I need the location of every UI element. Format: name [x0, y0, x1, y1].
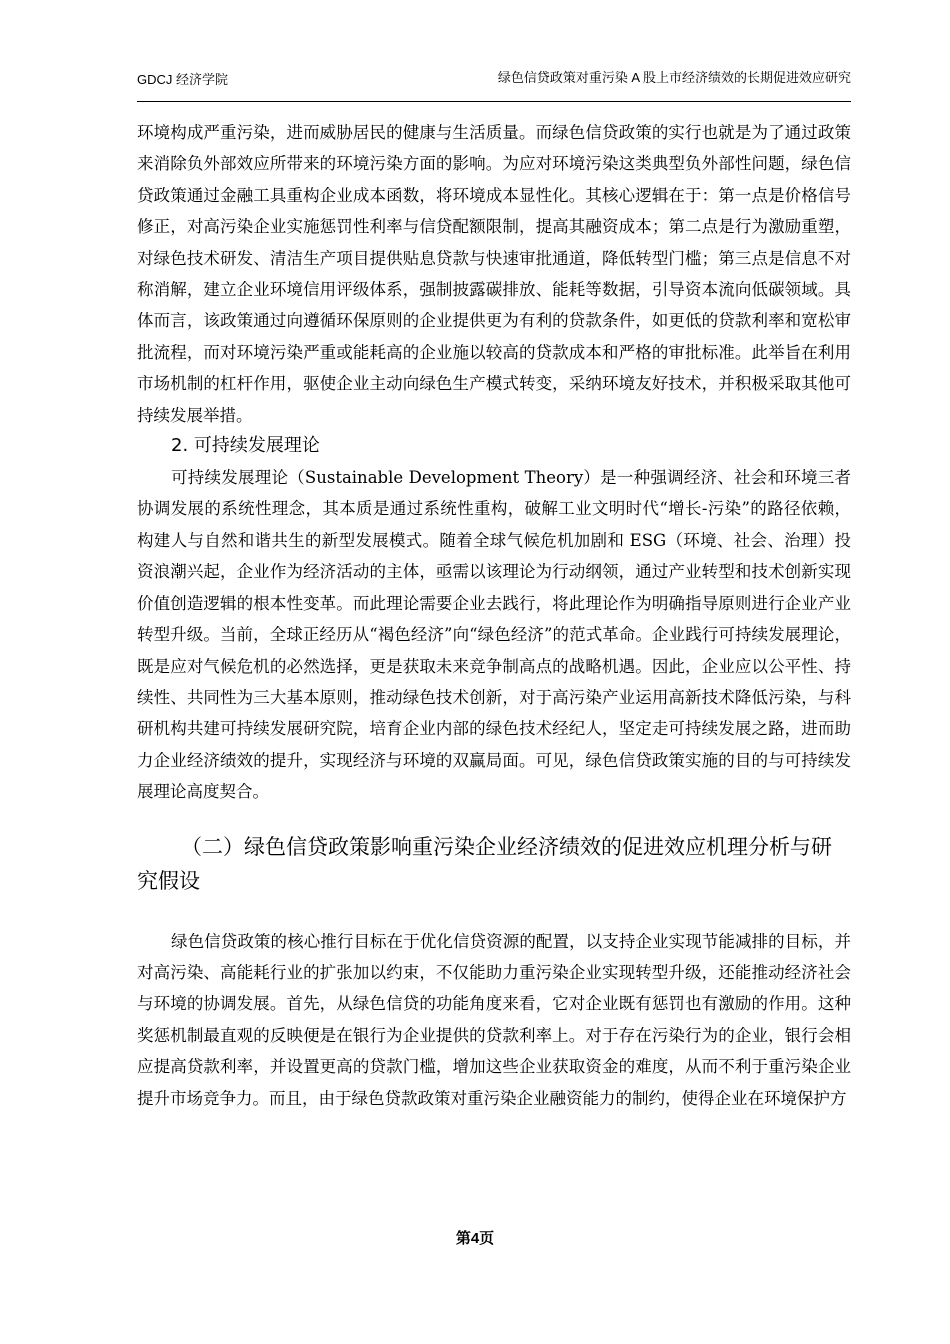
- header-paper-title: 绿色信贷政策对重污染 A 股上市经济绩效的长期促进效应研究: [497, 70, 851, 85]
- body-paragraph: 可持续发展理论（Sustainable Development Theory）是一种强调经济、社会和环境三者协调发展的系统性理念，其本质是通过系统性重构，破解工业文明时代“增长-污染”的路径依赖，构建人与自然和谐共生的新型发展模式。随着全球气候危机加剧和 ESG（环境、社会、治理）投资浪潮兴起，企业作为经济活动的主体，亟需以该理论为行动纲领，通过产业转型和技术创新实现价值创造逻辑的根本性变革。而此理论需要企业去践行，将此理论作为明确指导原则进行企业产业转型升级。当前，全球正经历从“褐色经济”向“绿色经济”的范式革命。企业践行可持续发展理论，既是应对气候危机的必然选择，更是获取未来竞争制高点的战略机遇。因此，企业应以公平性、持续性、共同性为三大基本原则，推动绿色技术创新，对于高污染产业运用高新技术降低污染，与科研机构共建可持续发展研究院，培育企业内部的绿色技术经纪人，坚定走可持续发展之路，进而助力企业经济绩效的提升，实现经济与环境的双赢局面。可见，绿色信贷政策实施的目的与可持续发展理论高度契合。: [137, 468, 851, 802]
- document-body: [137, 117, 851, 1114]
- page-number: 第4页: [455, 1230, 495, 1247]
- subsection-heading: 2. 可持续发展理论: [171, 435, 320, 457]
- body-paragraph: 环境构成严重污染，进而威胁居民的健康与生活质量。而绿色信贷政策的实行也就是为了通过政策来消除负外部效应所带来的环境污染方面的影响。为应对环境污染这类典型负外部性问题，绿色信贷政策通过金融工具重构企业成本函数，将环境成本显性化。其核心逻辑在于：第一点是价格信号修正，对高污染企业实施惩罚性利率与信贷配额限制，提高其融资成本；第二点是行为激励重塑，对绿色技术研发、清洁生产项目提供贴息贷款与快速审批通道，降低转型门槛；第三点是信息不对称消解，建立企业环境信用评级体系，强制披露碳排放、能耗等数据，引导资本流向低碳领域。具体而言，该政策通过向遵循环保原则的企业提供更为有利的贷款条件，如更低的贷款利率和宽松审批流程，而对环境污染严重或能耗高的企业施以较高的贷款成本和严格的审批标准。此举旨在利用市场机制的杠杆作用，驱使企业主动向绿色生产模式转变，采纳环境友好技术，并积极采取其他可持续发展举措。: [137, 123, 851, 425]
- body-paragraph: 绿色信贷政策的核心推行目标在于优化信贷资源的配置，以支持企业实现节能减排的目标，并对高污染、高能耗行业的扩张加以约束，不仅能助力重污染企业实现转型升级，还能推动经济社会与环境的协调发展。首先，从绿色信贷的功能角度来看，它对企业既有惩罚也有激励的作用。这种奖惩机制最直观的反映便是在银行为企业提供的贷款利率上。对于存在污染行为的企业，银行会相应提高贷款利率，并设置更高的贷款门槛，增加这些企业获取资金的难度，从而不利于重污染企业提升市场竞争力。而且，由于绿色贷款政策对重污染企业融资能力的制约，使得企业在环境保护方: [137, 931, 851, 1108]
- header-institution: GDCJ 经济学院: [137, 72, 229, 87]
- page-header: [137, 66, 851, 102]
- section-heading: （二）绿色信贷政策影响重污染企业经济绩效的促进效应机理分析与研究假设: [137, 834, 832, 893]
